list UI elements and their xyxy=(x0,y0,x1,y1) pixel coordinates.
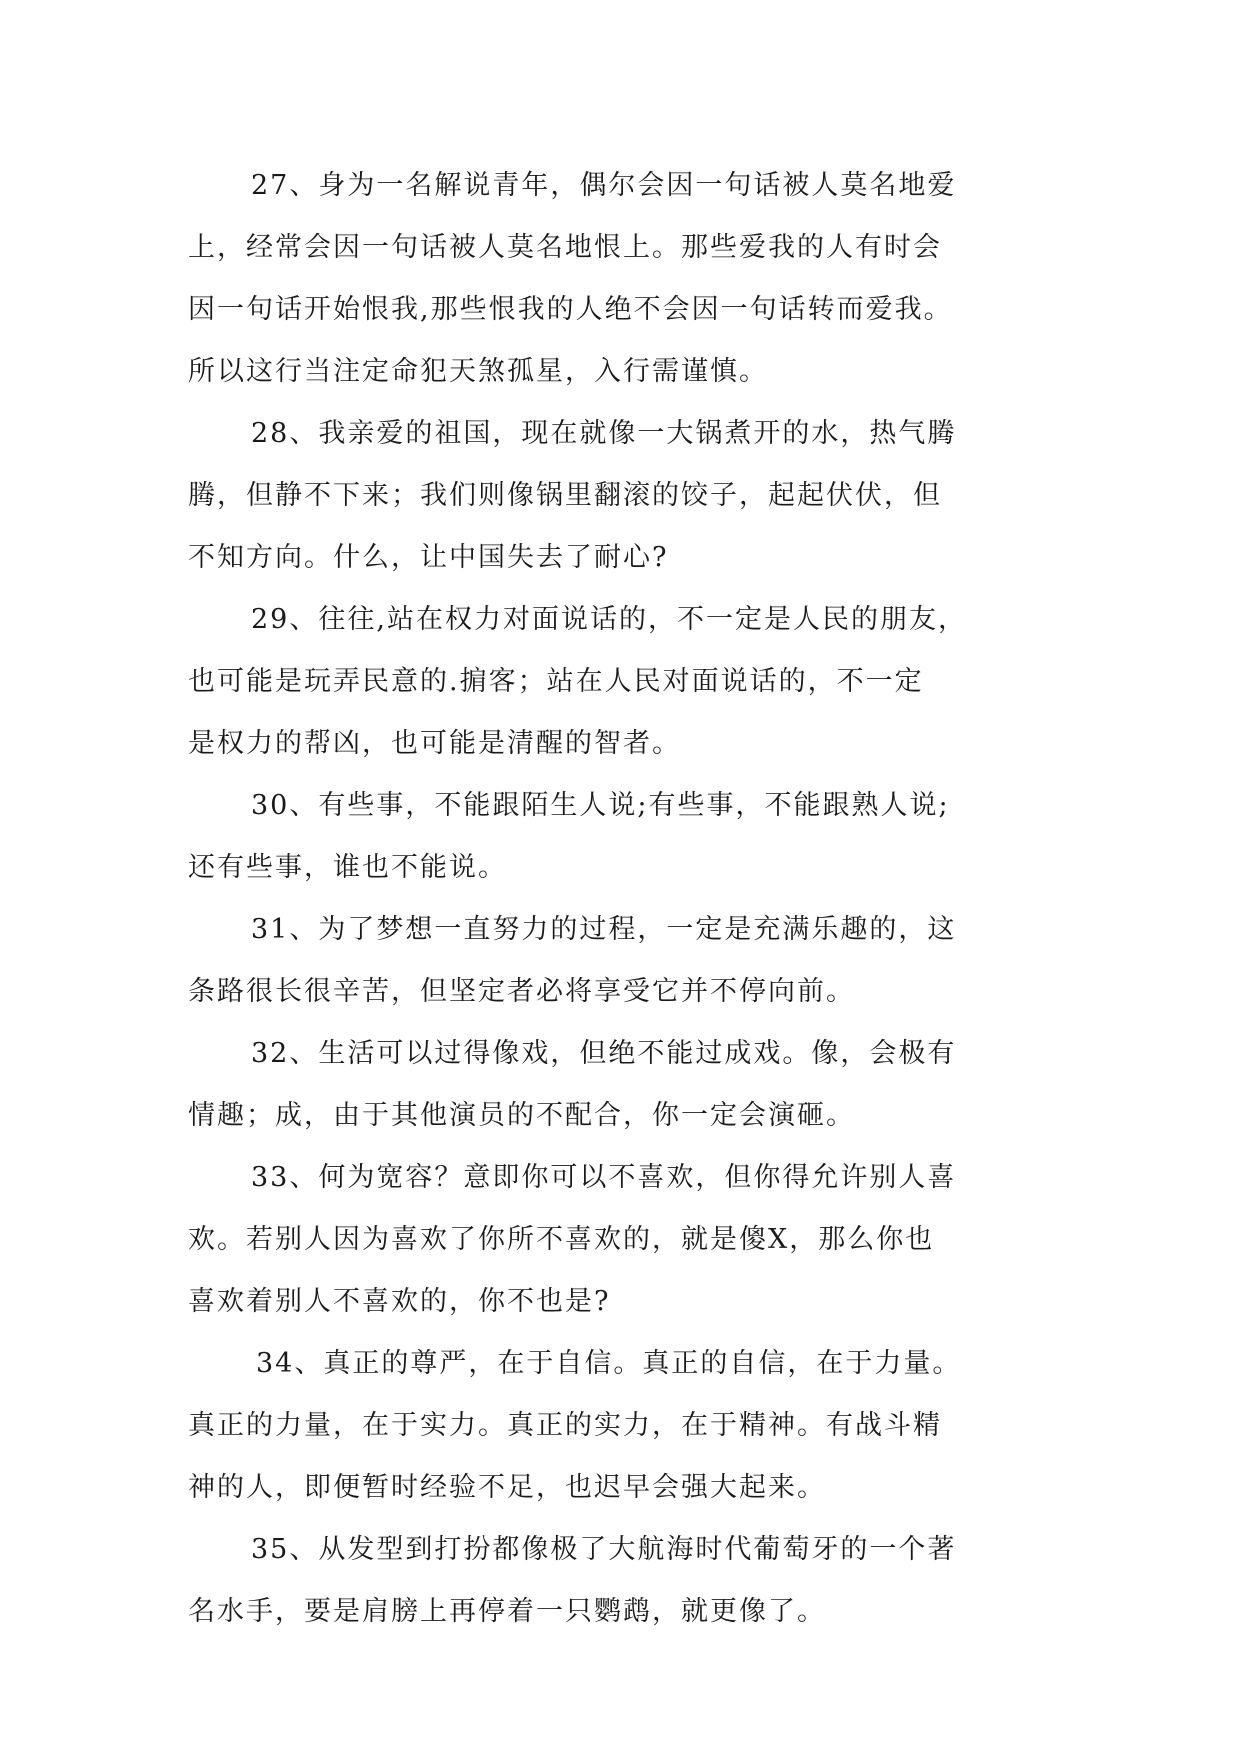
paragraph-35 xyxy=(188,1519,1088,1643)
paragraph-27 xyxy=(188,155,1088,403)
paragraph-line: 31、为了梦想一直努力的过程，一定是充满乐趣的，这 xyxy=(251,914,957,945)
paragraph-line: 27、身为一名解说青年，偶尔会因一句话被人莫名地爱 xyxy=(251,170,957,201)
paragraph-line: 欢。若别人因为喜欢了你所不喜欢的，就是傻X，那么你也 xyxy=(188,1224,935,1255)
paragraph-30 xyxy=(188,775,1088,899)
paragraph-28 xyxy=(188,403,1088,589)
paragraph-line: 28、我亲爱的祖国，现在就像一大锅煮开的水，热气腾 xyxy=(251,418,957,449)
paragraph-line: 情趣；成，由于其他演员的不配合，你一定会演砸。 xyxy=(188,1100,855,1131)
paragraph-32 xyxy=(188,1023,1088,1147)
paragraph-line: 腾，但静不下来；我们则像锅里翻滚的饺子，起起伏伏，但 xyxy=(188,480,942,511)
paragraph-line: 上，经常会因一句话被人莫名地恨上。那些爱我的人有时会 xyxy=(188,232,942,263)
paragraph-line: 名水手，要是肩膀上再停着一只鹦鹉，就更像了。 xyxy=(188,1596,826,1627)
paragraph-line: 29、往往,站在权力对面说话的，不一定是人民的朋友， xyxy=(251,604,967,635)
paragraph-line: 34、真正的尊严，在于自信。真正的自信，在于力量。 xyxy=(256,1348,962,1379)
paragraph-line: 喜欢着别人不喜欢的，你不也是? xyxy=(188,1286,611,1317)
paragraph-line: 32、生活可以过得像戏，但绝不能过成戏。像，会极有 xyxy=(251,1038,957,1069)
paragraph-29 xyxy=(188,589,1088,775)
paragraph-line: 还有些事，谁也不能说。 xyxy=(188,852,507,883)
paragraph-34 xyxy=(188,1333,1088,1519)
paragraph-line: 30、有些事，不能跟陌生人说;有些事，不能跟熟人说; xyxy=(251,790,950,821)
paragraph-line: 不知方向。什么，让中国失去了耐心? xyxy=(188,542,669,573)
paragraph-line: 因一句话开始恨我,那些恨我的人绝不会因一句话转而爱我。 xyxy=(188,294,953,325)
paragraph-line: 条路很长很辛苦，但坚定者必将享受它并不停向前。 xyxy=(188,976,855,1007)
paragraph-line: 35、从发型到打扮都像极了大航海时代葡萄牙的一个著 xyxy=(251,1534,957,1565)
paragraph-line: 33、何为宽容？意即你可以不喜欢，但你得允许别人喜 xyxy=(251,1162,957,1193)
paragraph-line: 神的人，即便暂时经验不足，也迟早会强大起来。 xyxy=(188,1472,826,1503)
paragraph-line: 也可能是玩弄民意的.掮客；站在人民对面说话的，不一定 xyxy=(188,666,924,697)
paragraph-31 xyxy=(188,899,1088,1023)
paragraph-line: 是权力的帮凶，也可能是清醒的智者。 xyxy=(188,728,681,759)
paragraph-line: 真正的力量，在于实力。真正的实力，在于精神。有战斗精 xyxy=(188,1410,942,1441)
paragraph-33 xyxy=(188,1147,1088,1333)
paragraph-line: 所以这行当注定命犯天煞孤星，入行需谨慎。 xyxy=(188,356,768,387)
document-body xyxy=(188,155,1088,1643)
